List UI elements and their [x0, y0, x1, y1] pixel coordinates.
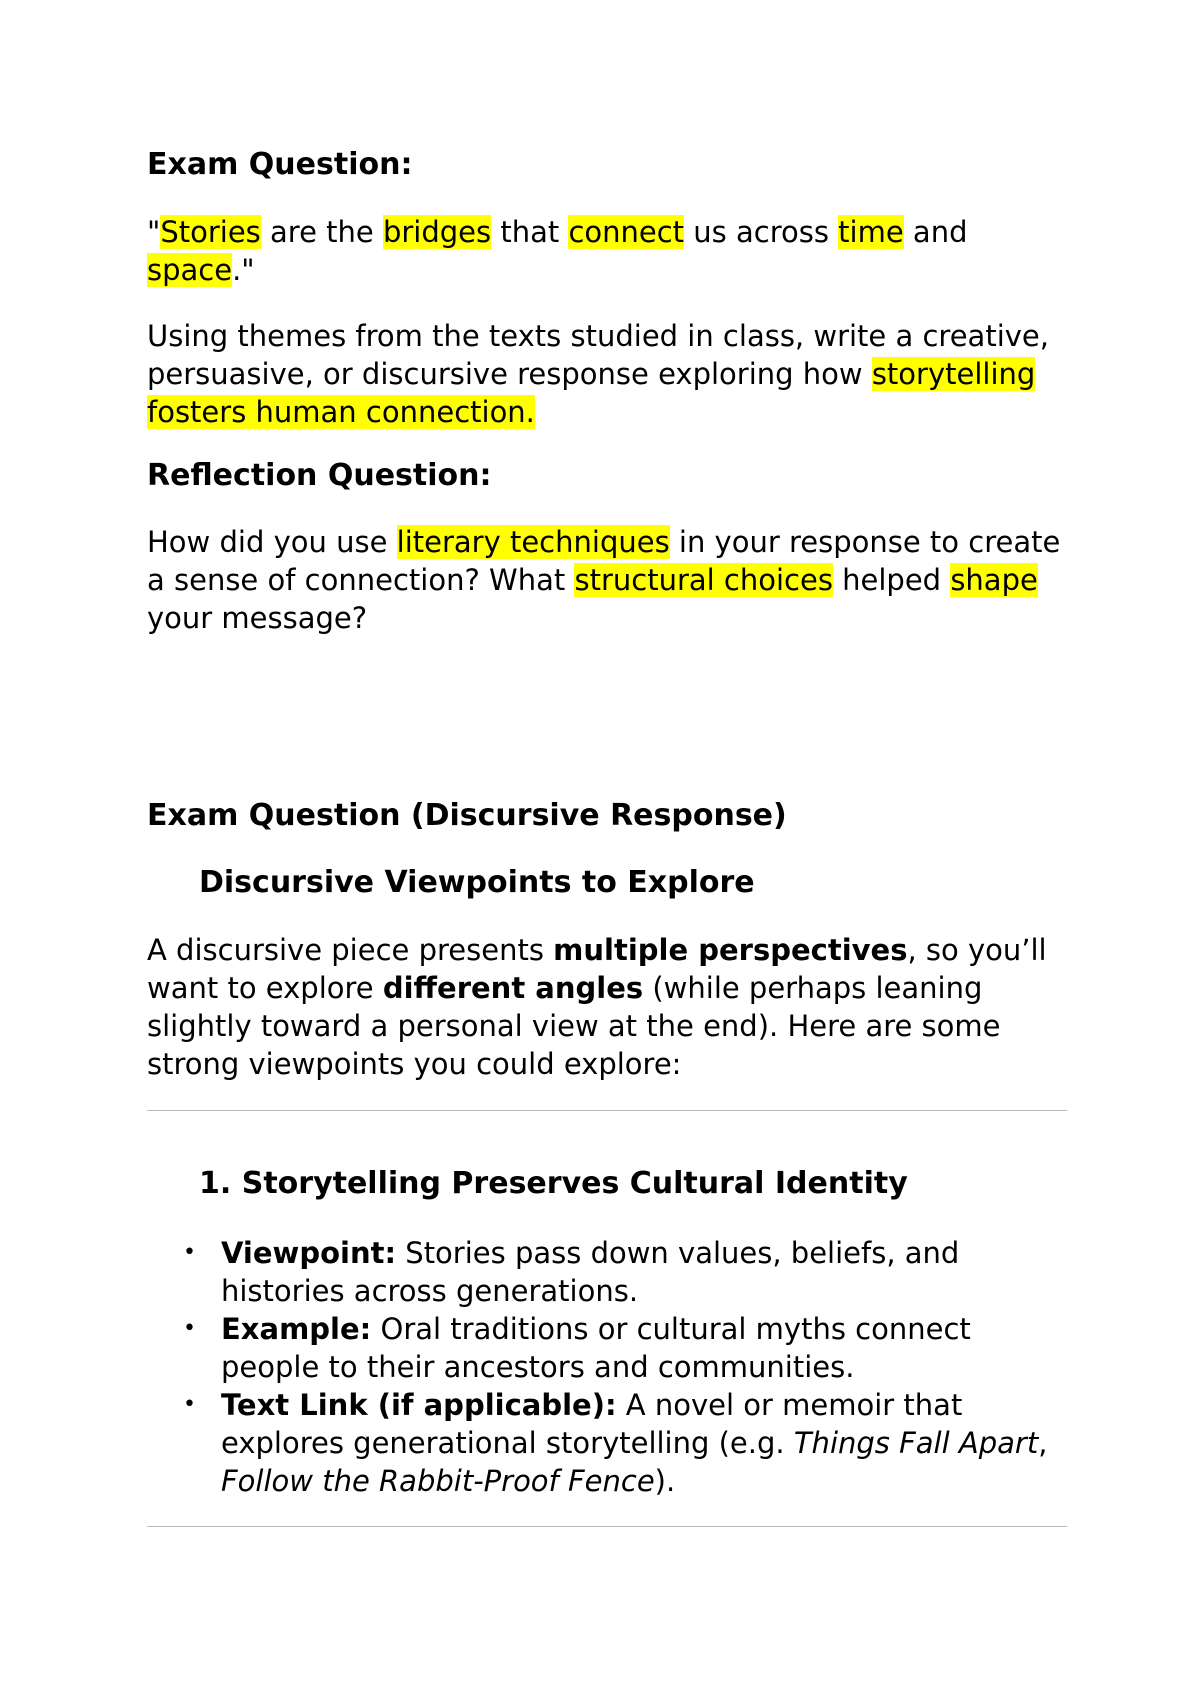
highlight-stories: Stories: [160, 215, 261, 249]
bullet-text: ).: [654, 1464, 676, 1498]
highlight-structural-choices: structural choices: [574, 563, 833, 597]
bold-different-angles: different angles: [382, 971, 644, 1005]
quote-close: .": [232, 253, 255, 287]
quote-text: are the: [260, 215, 383, 249]
italic-title: Follow the Rabbit-Proof Fence: [221, 1464, 655, 1498]
reflection-text: your message?: [147, 601, 368, 635]
bullet-text: Oral traditions or cultural myths connect people to their ancestors and communities.: [221, 1312, 971, 1384]
bullet-icon: •: [183, 1240, 196, 1265]
divider: [147, 1110, 1067, 1111]
viewpoint-list: [147, 1234, 1077, 1500]
list-item: [147, 1310, 1077, 1386]
italic-title: Things Fall Apart: [793, 1426, 1039, 1460]
divider: [147, 1526, 1067, 1527]
quote-text: us across: [684, 215, 839, 249]
quote-text: and: [903, 215, 968, 249]
highlight-bridges: bridges: [382, 215, 492, 249]
exam-question-heading: Exam Question:: [147, 147, 413, 182]
discursive-response-heading: Exam Question (Discursive Response): [147, 798, 787, 833]
highlight-time: time: [838, 215, 904, 249]
reflection-paragraph: [147, 523, 1067, 637]
reflection-question-heading: Reflection Question:: [147, 458, 492, 493]
bold-multiple-perspectives: multiple perspectives: [553, 933, 908, 967]
intro-text: , so you’ll want to explore: [147, 933, 1047, 1005]
bullet-text: ,: [1038, 1426, 1048, 1460]
bullet-text: Stories pass down values, beliefs, and histories across generations.: [221, 1236, 960, 1308]
bullet-label: Viewpoint:: [221, 1236, 397, 1270]
reflection-text: How did you use: [147, 525, 397, 559]
reflection-text: in your response to create a sense of connection? What: [147, 525, 1061, 597]
prompt-paragraph: [147, 317, 1067, 431]
highlight-space: space: [147, 253, 233, 287]
highlight-literary-techniques: literary techniques: [396, 525, 670, 559]
bullet-text: A novel or memoir that explores generational storytelling (e.g.: [221, 1388, 963, 1460]
prompt-text: Using themes from the texts studied in class, write a creative, persuasive, or discursive response exploring how: [147, 319, 1049, 391]
bullet-label: Example:: [221, 1312, 372, 1346]
intro-paragraph: [147, 931, 1067, 1083]
quote-paragraph: [147, 213, 1067, 289]
bullet-icon: •: [183, 1392, 196, 1417]
intro-text: (while perhaps leaning slightly toward a personal view at the end). Here are some strong viewpoints you could explore:: [147, 971, 1001, 1081]
bullet-icon: •: [183, 1316, 196, 1341]
list-item: [147, 1234, 1077, 1310]
intro-text: A discursive piece presents: [147, 933, 554, 967]
bullet-label: Text Link (if applicable):: [221, 1388, 617, 1422]
section-1-heading: 1. Storytelling Preserves Cultural Identity: [199, 1166, 908, 1201]
highlight-storytelling: storytelling fosters human connection.: [147, 357, 1036, 429]
viewpoints-heading: Discursive Viewpoints to Explore: [199, 865, 755, 900]
list-item: [147, 1386, 1077, 1500]
highlight-shape: shape: [950, 563, 1038, 597]
highlight-connect: connect: [568, 215, 685, 249]
quote-text: that: [491, 215, 569, 249]
reflection-text: helped: [832, 563, 951, 597]
quote-open: ": [147, 215, 161, 249]
